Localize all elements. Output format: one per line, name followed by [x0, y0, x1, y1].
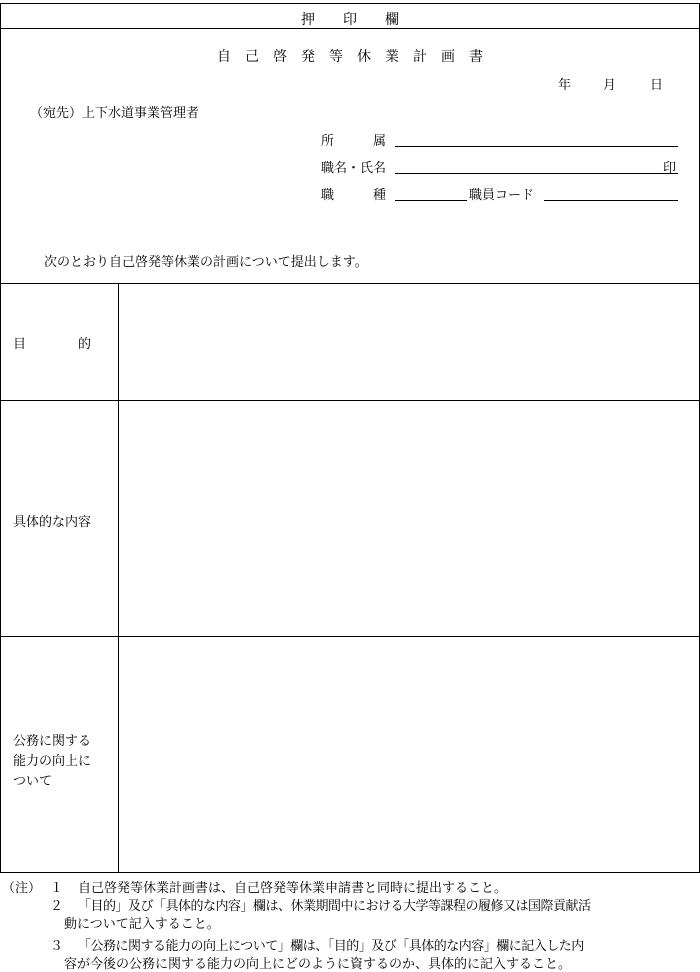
addressee: （宛先）上下水道事業管理者: [30, 106, 200, 121]
row-value-details[interactable]: [120, 402, 698, 635]
note-1-line-1: 自己啓発等休業計画書は、自己啓発等休業申請書と同時に提出すること。: [78, 881, 508, 896]
affiliation-label: 所 属: [321, 134, 387, 149]
note-2-line-1: 「目的」及び「具体的な内容」欄は、休業期間中における大学等課程の履修又は国際貢献活: [78, 899, 591, 914]
job-type-field[interactable]: [395, 200, 467, 201]
seal-mark: 印: [663, 161, 677, 176]
note-3-line-1: 「公務に関する能力の向上について」欄は、「目的」及び「具体的な内容」欄に記入した内: [78, 939, 584, 954]
note-2-line-2: 動について記入すること。: [64, 917, 220, 932]
note-number-1: １: [50, 881, 64, 896]
affiliation-field[interactable]: [395, 146, 678, 147]
name-label: 職名・氏名: [321, 161, 387, 176]
header-bottom-border: [0, 283, 700, 284]
date-day: 日: [650, 78, 664, 93]
notes-prefix: （注）: [2, 881, 42, 896]
stamp-field-label: 押 印 欄: [301, 12, 399, 28]
date-month: 月: [603, 78, 617, 93]
row-value-ability[interactable]: [120, 638, 698, 871]
row-divider-2: [0, 636, 700, 637]
frame-left-border: [0, 3, 1, 873]
row-label-ability-line3: ついて: [13, 774, 53, 789]
form-title: 自 己 啓 発 等 休 業 計 画 書: [217, 49, 483, 65]
row-label-purpose: 目 的: [13, 337, 92, 352]
row-divider-1: [0, 400, 700, 401]
note-number-3: ３: [50, 939, 64, 954]
employee-code-field[interactable]: [544, 200, 678, 201]
employee-code-label: 職員コード: [469, 188, 535, 203]
table-bottom-border: [0, 872, 700, 873]
row-label-ability-line1: 公務に関する: [13, 734, 92, 749]
date-year: 年: [558, 78, 572, 93]
name-field[interactable]: [395, 173, 678, 174]
frame-top-border: [0, 3, 700, 4]
row-value-purpose[interactable]: [120, 285, 698, 399]
row-label-details: 具体的な内容: [13, 515, 92, 530]
note-3-line-2: 容が今後の公務に関する能力の向上にどのように資するのか、具体的に記入すること。: [64, 957, 572, 972]
job-type-label: 職 種: [321, 188, 387, 203]
note-number-2: ２: [50, 899, 64, 914]
row-label-ability-line2: 能力の向上に: [13, 754, 92, 769]
label-column-divider: [118, 283, 119, 873]
statement-text: 次のとおり自己啓発等休業の計画について提出します。: [44, 255, 368, 270]
